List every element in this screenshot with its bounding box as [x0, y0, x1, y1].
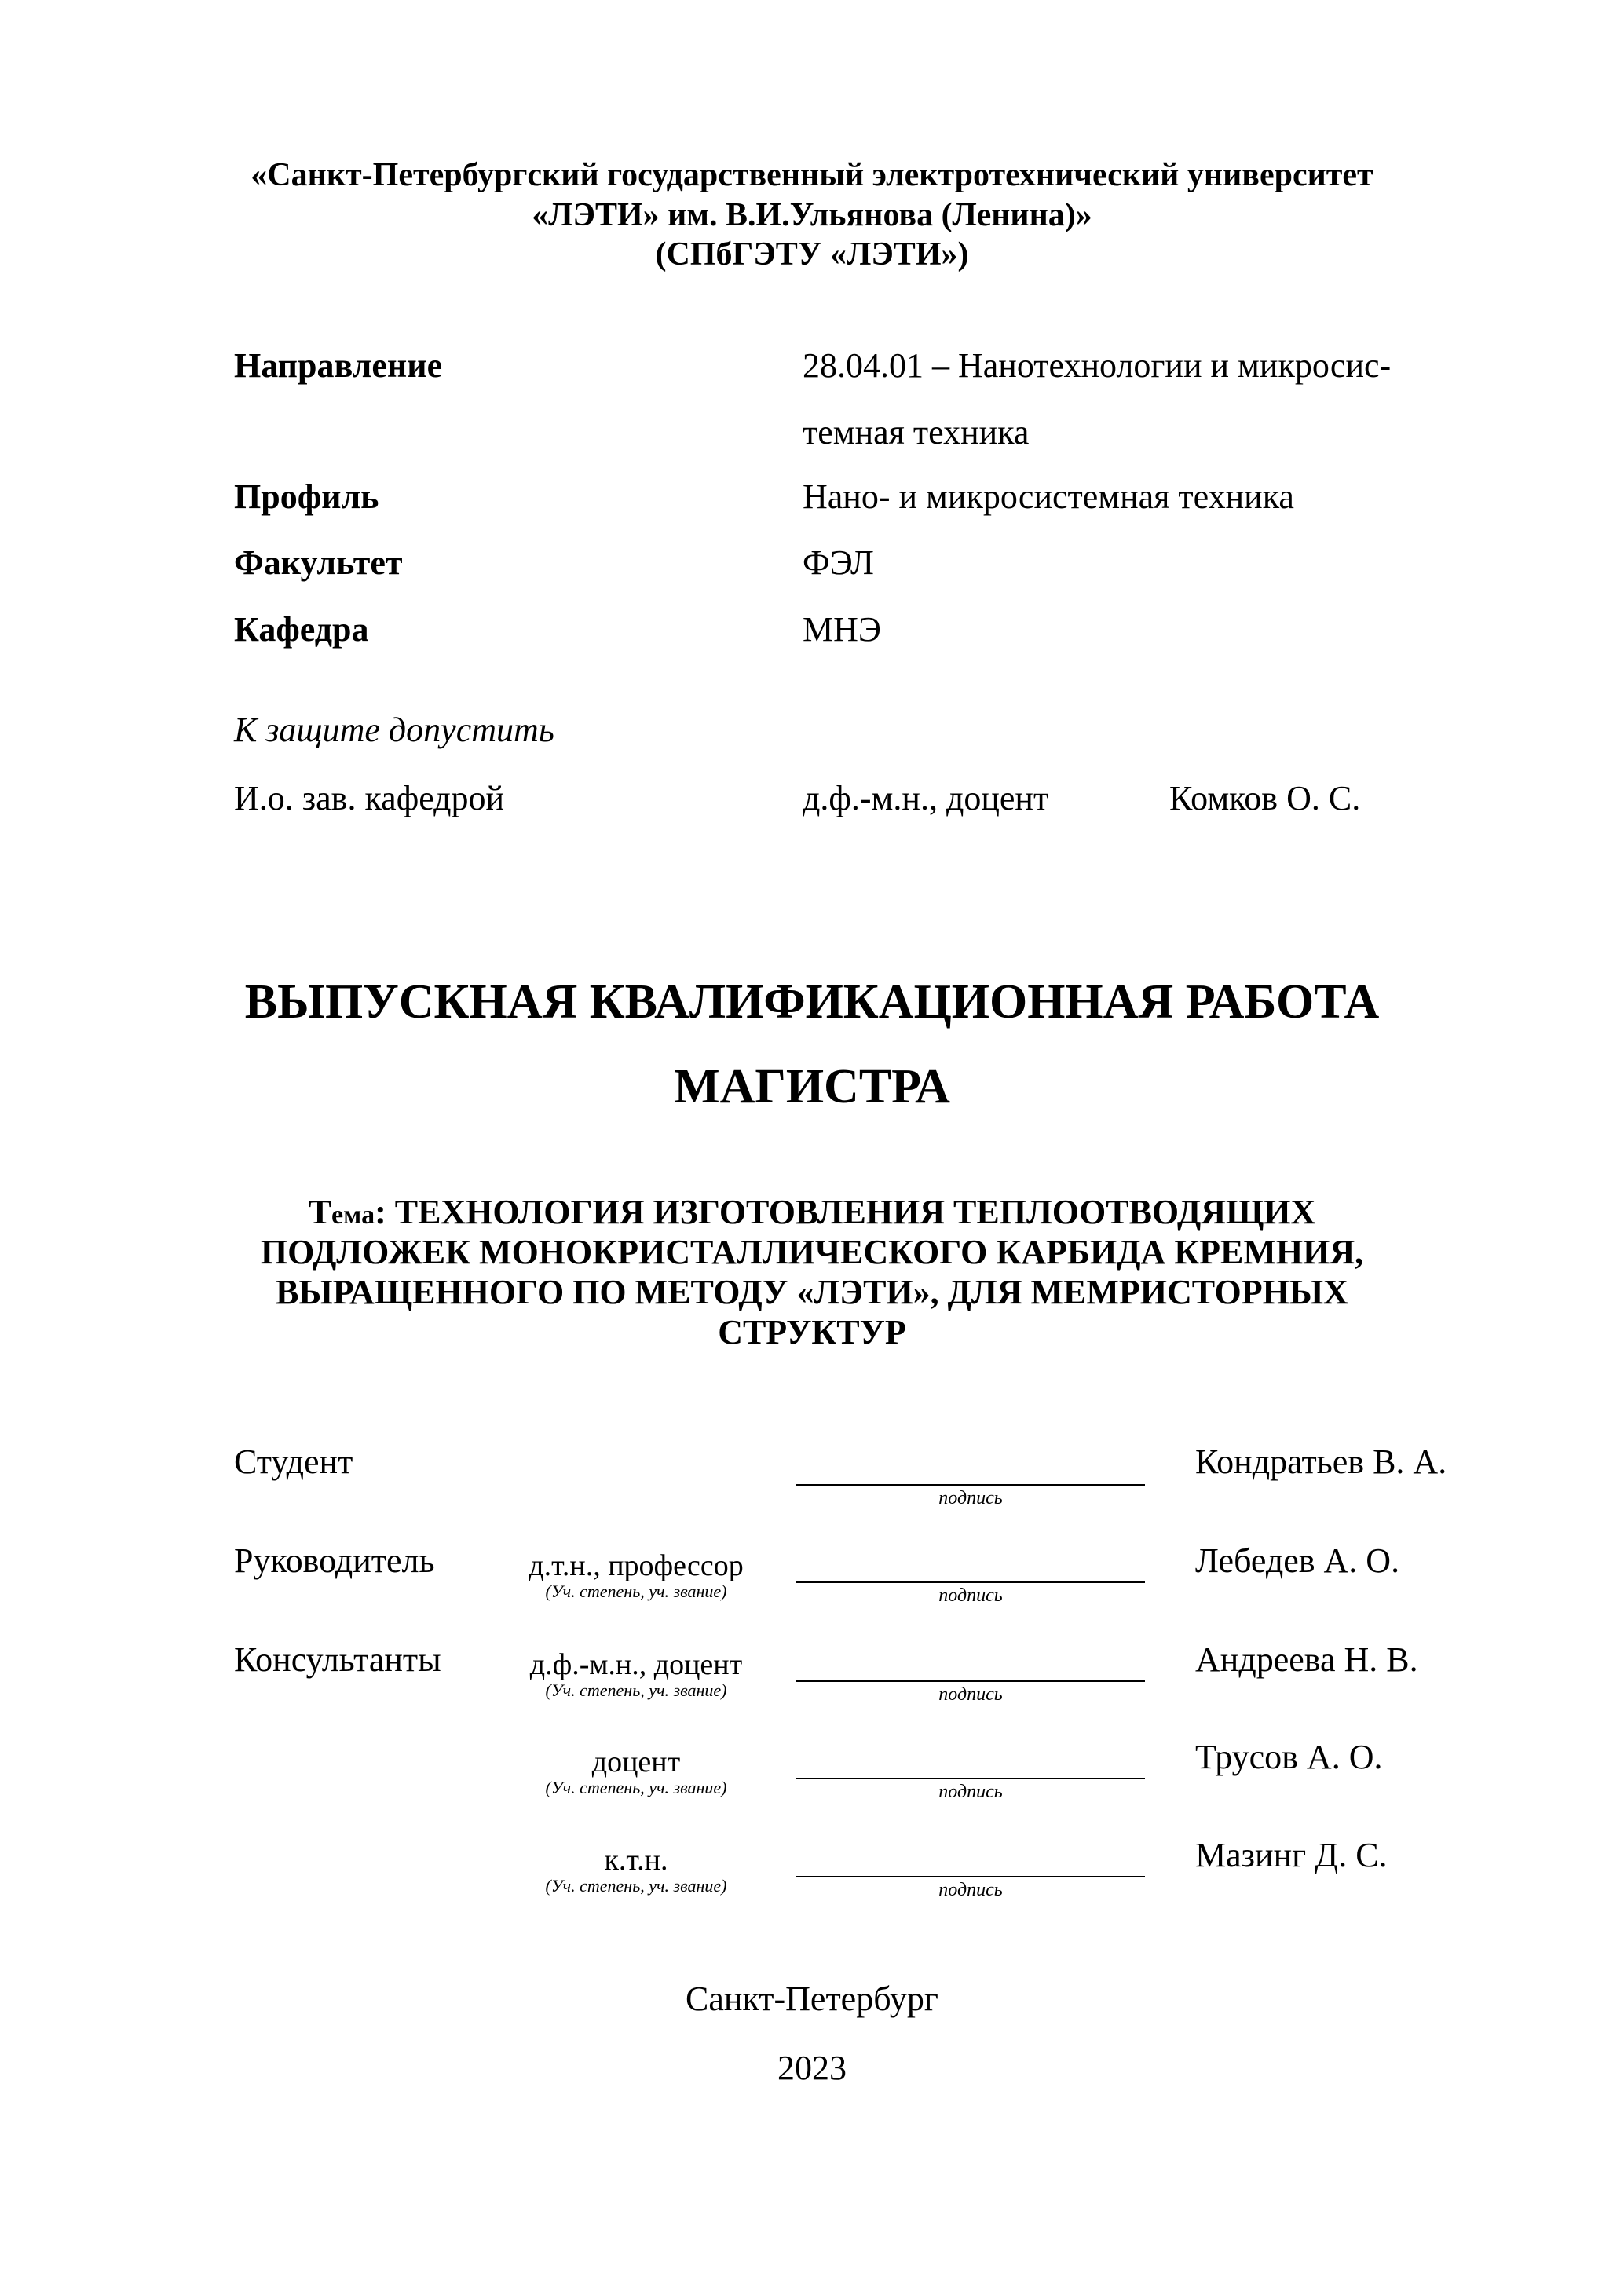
- admission-role: И.о. зав. кафедрой: [234, 779, 505, 817]
- consultant1-degree: д.ф.-м.н., доцент: [529, 1648, 743, 1681]
- consultant3-name: Мазинг Д. С.: [1195, 1836, 1388, 1874]
- supervisor-role: Руководитель: [234, 1541, 435, 1580]
- admission-degree: д.ф.-м.н., доцент: [803, 779, 1049, 817]
- consultant1-name: Андреева Н. В.: [1195, 1640, 1418, 1679]
- department-value: МНЭ: [803, 610, 881, 649]
- topic-text-line1: ТЕХНОЛОГИЯ ИЗГОТОВЛЕНИЯ ТЕПЛООТВОДЯЩИХ: [394, 1193, 1316, 1231]
- direction-value-line1: 28.04.01 – Нанотехнологии и микросис-: [803, 346, 1392, 385]
- topic-prefix-colon: :: [375, 1193, 386, 1231]
- supervisor-signature-hint: подпись: [938, 1585, 1003, 1606]
- topic-line3: ВЫРАЩЕННОГО ПО МЕТОДУ «ЛЭТИ», ДЛЯ МЕМРИСТОРНЫХ: [276, 1273, 1348, 1311]
- university-name-line1: «Санкт-Петербургский государственный электротехнический университет: [251, 157, 1373, 193]
- consultant2-degree: доцент: [591, 1746, 681, 1779]
- topic-prefix-cap: Т: [308, 1193, 332, 1231]
- topic-prefix-rest: ема: [331, 1201, 375, 1230]
- consultant1-signature-line: [796, 1680, 1145, 1682]
- university-name-line2: «ЛЭТИ» им. В.И.Ульянова (Ленина)»: [532, 197, 1092, 233]
- faculty-label: Факультет: [234, 543, 403, 582]
- profile-label: Профиль: [234, 477, 379, 516]
- supervisor-degree: д.т.н., профессор: [529, 1549, 744, 1582]
- admission-name: Комков О. С.: [1169, 779, 1361, 817]
- consultant2-signature-line: [796, 1778, 1145, 1779]
- student-role: Студент: [234, 1442, 353, 1481]
- student-signature-line: [796, 1484, 1145, 1486]
- direction-value-line2: темная техника: [803, 413, 1030, 452]
- work-title-line1: ВЫПУСКНАЯ КВАЛИФИКАЦИОННАЯ РАБОТА: [244, 975, 1380, 1029]
- footer-city: Санкт-Петербург: [686, 1980, 938, 2018]
- consultant3-degree-hint: (Уч. степень, уч. звание): [545, 1876, 727, 1896]
- topic-line4: СТРУКТУР: [718, 1313, 906, 1351]
- admission-title: К защите допустить: [234, 711, 554, 749]
- student-signature-hint: подпись: [938, 1488, 1003, 1508]
- topic-line1: [0, 1193, 1624, 1235]
- consultant1-signature-hint: подпись: [938, 1684, 1003, 1705]
- consultant3-signature-line: [796, 1876, 1145, 1877]
- consultant3-degree: к.т.н.: [604, 1844, 668, 1877]
- work-title-line2: МАГИСТРА: [674, 1060, 950, 1113]
- footer-year: 2023: [777, 2049, 847, 2087]
- consultant2-degree-hint: (Уч. степень, уч. звание): [545, 1778, 727, 1797]
- supervisor-signature-line: [796, 1581, 1145, 1583]
- supervisor-name: Лебедев А. О.: [1195, 1541, 1400, 1580]
- profile-value: Нано- и микросистемная техника: [803, 477, 1294, 516]
- faculty-value: ФЭЛ: [803, 543, 874, 582]
- direction-label: Направление: [234, 346, 443, 385]
- consultants-role: Консультанты: [234, 1640, 441, 1679]
- student-name: Кондратьев В. А.: [1195, 1442, 1447, 1481]
- consultant3-signature-hint: подпись: [938, 1880, 1003, 1900]
- consultant1-degree-hint: (Уч. степень, уч. звание): [545, 1680, 727, 1700]
- department-label: Кафедра: [234, 610, 369, 649]
- consultant2-signature-hint: подпись: [938, 1782, 1003, 1802]
- university-short-name: (СПбГЭТУ «ЛЭТИ»): [655, 236, 969, 272]
- topic-line2: ПОДЛОЖЕК МОНОКРИСТАЛЛИЧЕСКОГО КАРБИДА КРЕМНИЯ,: [260, 1233, 1364, 1271]
- consultant2-name: Трусов А. О.: [1195, 1738, 1383, 1776]
- supervisor-degree-hint: (Уч. степень, уч. звание): [545, 1581, 727, 1601]
